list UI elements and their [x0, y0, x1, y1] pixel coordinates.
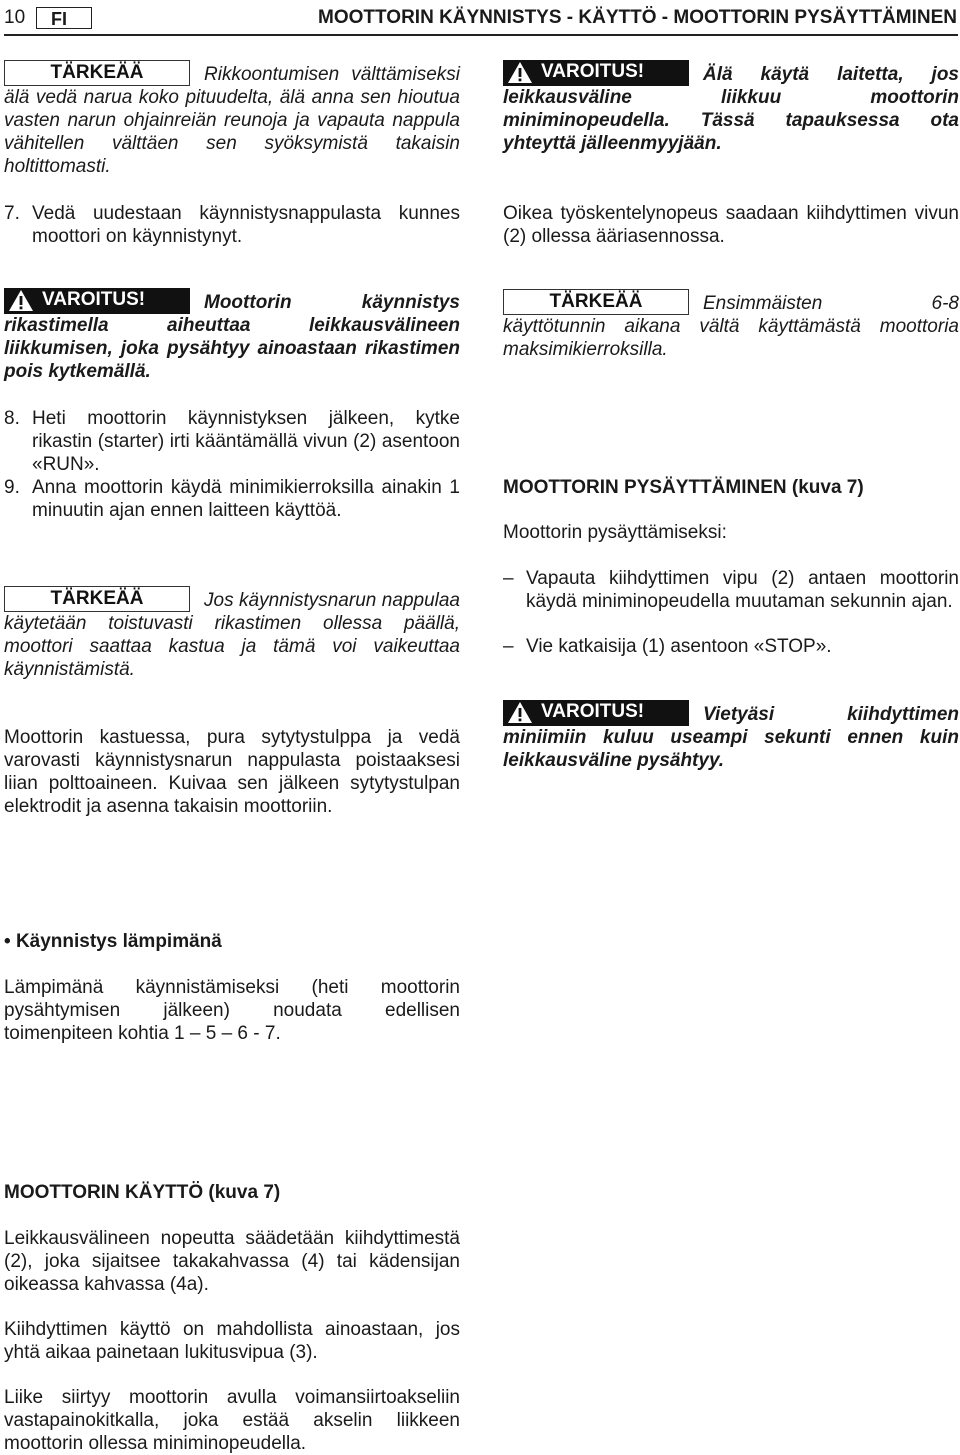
paragraph-wet-engine: Moottorin kastuessa, pura sytytystulppa ja vedä varovasti käynnistysnarun nappulasta poistaaksesi liian polttoaineen. Kuivaa sen jälkeen sytytystulpan elektrodit ja asenna takaisin moottoriin.	[4, 727, 460, 817]
stop-item-1	[503, 567, 959, 613]
warning-idle-movement	[503, 63, 959, 155]
engine-use-p2: Kiihdyttimen käyttö on mahdollista ainoastaan, jos yhtä aikaa painetaan lukitusvipua (3).	[4, 1319, 460, 1363]
list-item: Vapauta kiihdyttimen vipu (2) antaen moottorin käydä miniminopeudella muutaman sekunnin ajan.	[526, 568, 959, 612]
warning-label-text: VAROITUS!	[541, 701, 645, 722]
warning-text: Vietyäsi kiihdyttimen miniimiin kuluu useampi sekunti ennen kuin leikkausväline pysähtyy.	[503, 704, 959, 771]
stop-intro: Moottorin pysäyttämiseksi:	[503, 522, 727, 543]
dash-icon: –	[503, 636, 514, 657]
important-note-choke-rope	[4, 589, 460, 681]
running-title: MOOTTORIN KÄYNNISTYS - KÄYTTÖ - MOOTTORIN PYSÄYTTÄMINEN	[318, 7, 957, 28]
step-text: Anna moottorin käydä minimikierroksilla ainakin 1 minuutin ajan ennen laitteen käyttöä.	[32, 477, 460, 521]
page-number: 10	[4, 7, 26, 28]
step-7	[4, 202, 460, 248]
warning-triangle-icon	[507, 701, 533, 724]
step-9	[4, 476, 460, 522]
stop-heading: MOOTTORIN PYSÄYTTÄMINEN (kuva 7)	[503, 477, 864, 498]
important-label: TÄRKEÄÄ	[4, 60, 190, 86]
stop-item-2	[503, 635, 959, 658]
warning-label-text: VAROITUS!	[42, 289, 146, 310]
engine-use-p3: Liike siirtyy moottorin avulla voimansiirtoakseliin vastapainokitkalla, joka estää akselin liikkeen moottorin ollessa miniminopeudella.	[4, 1387, 460, 1454]
speed-paragraph: Oikea työskentelynopeus saadaan kiihdyttimen vivun (2) ollessa ääriasennossa.	[503, 203, 959, 247]
warm-start-heading: Käynnistys lämpimänä	[15, 931, 222, 952]
step-number: 9.	[4, 477, 20, 498]
step-text: Heti moottorin käynnistyksen jälkeen, kytke rikastin (starter) irti kääntämällä vivun (2) asentoon «RUN».	[32, 408, 460, 475]
dash-icon: –	[503, 568, 514, 589]
warning-label	[503, 60, 689, 86]
step-number: 8.	[4, 408, 20, 429]
warning-triangle-icon	[8, 289, 34, 312]
warning-stop-delay	[503, 703, 959, 772]
warning-label	[503, 700, 689, 726]
warning-choke	[4, 291, 460, 383]
important-note-rope	[4, 63, 460, 178]
engine-use-heading: MOOTTORIN KÄYTTÖ (kuva 7)	[4, 1182, 281, 1203]
list-item: Vie katkaisija (1) asentoon «STOP».	[526, 636, 832, 657]
important-label: TÄRKEÄÄ	[4, 586, 190, 612]
important-note-break-in	[503, 292, 959, 361]
step-8	[4, 407, 460, 476]
bullet-icon: •	[4, 931, 11, 952]
step-text: Vedä uudestaan käynnistysnappulasta kunnes moottori on käynnistynyt.	[32, 203, 460, 247]
warning-label	[4, 288, 190, 314]
warm-start-text: Lämpimänä käynnistämiseksi (heti moottorin pysähtymisen jälkeen) noudata edellisen toimenpiteen kohtia 1 – 5 – 6 - 7.	[4, 977, 460, 1044]
important-text: Rikkoontumisen välttämiseksi älä vedä narua koko pituudelta, älä anna sen hioutua vasten narun ohjainreiän reunoja ja vapauta nappula vähitellen välttäen sen syöksymistä takaisin holtittomasti.	[4, 64, 460, 177]
step-number: 7.	[4, 203, 20, 224]
warning-label-text: VAROITUS!	[541, 61, 645, 82]
warning-triangle-icon	[507, 61, 533, 84]
important-label: TÄRKEÄÄ	[503, 289, 689, 315]
warning-text: Moottorin käynnistys rikastimella aiheuttaa leikkausvälineen liikkumisen, joka pysähtyy ainoastaan rikastimen pois kytkemällä.	[4, 292, 460, 382]
header-rule	[4, 34, 958, 36]
page-header	[0, 0, 960, 36]
important-text: Jos käynnistysnarun nappulaa käytetään toistuvasti rikastimen ollessa päällä, moottori saattaa kastua ja tämä voi vaikeuttaa käynnistämistä.	[4, 590, 460, 680]
important-text: Ensimmäisten 6-8 käyttötunnin aikana vältä käyttämästä moottoria maksimikierroksilla.	[503, 293, 959, 360]
language-badge: FI	[36, 7, 92, 29]
warning-text: Älä käytä laitetta, jos leikkausväline liikkuu moottorin miniminopeudella. Tässä tapauksessa ota yhteyttä jälleenmyyjään.	[503, 64, 959, 154]
warm-start-section	[4, 930, 460, 953]
engine-use-p1: Leikkausvälineen nopeutta säädetään kiihdyttimestä (2), joka sijaitsee takakahvassa (4) tai kädensijan oikeassa kahvassa (4a).	[4, 1228, 460, 1295]
